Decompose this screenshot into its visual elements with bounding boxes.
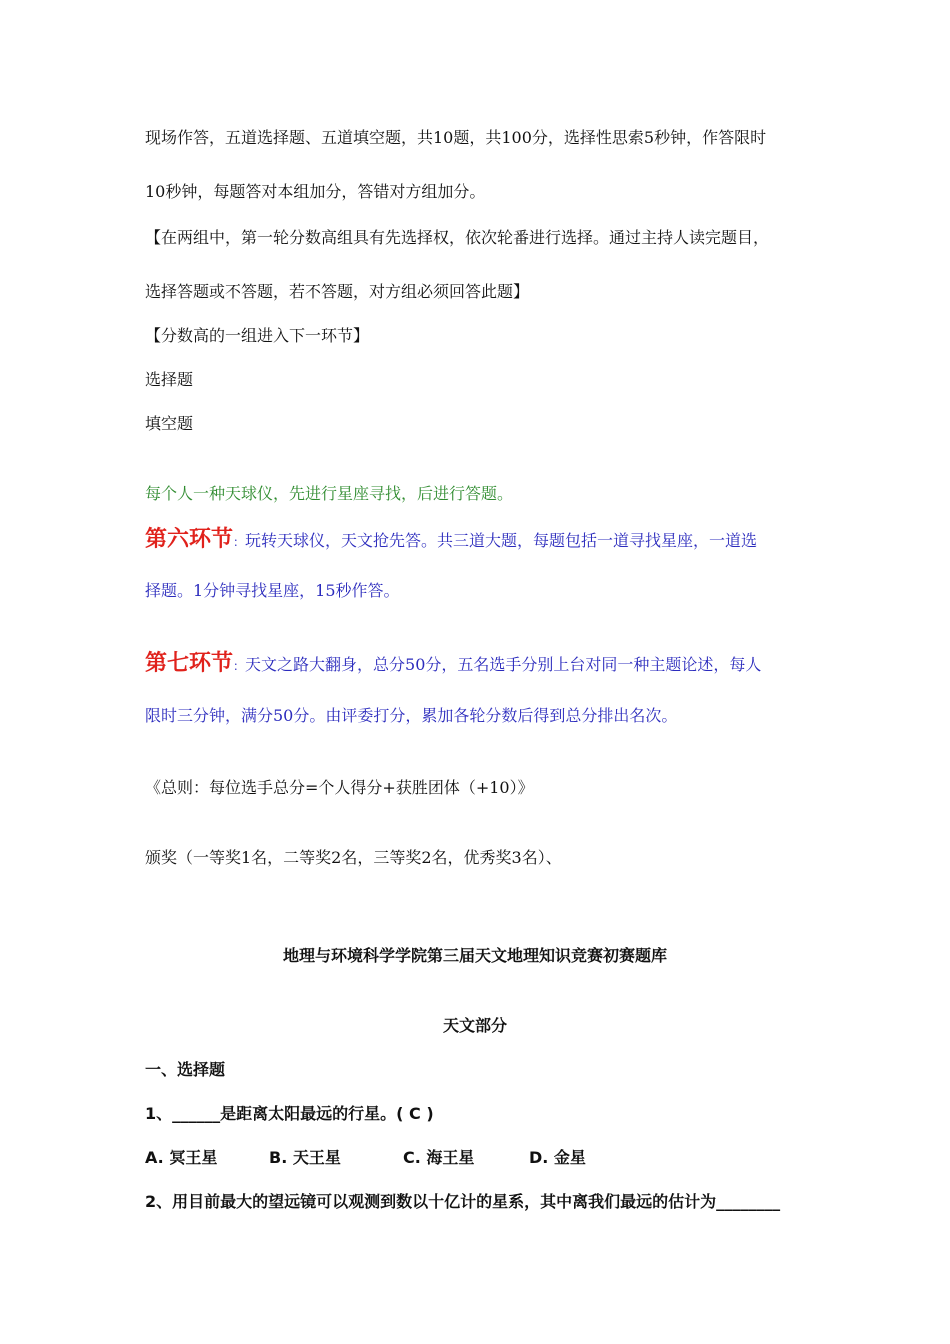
option-b: B. 天王星 [269, 1148, 341, 1167]
rules-line-7: 填空题 [145, 414, 194, 433]
section-6-line-1 [145, 528, 757, 554]
rules-line-3: 【在两组中，第一轮分数高组具有先选择权，依次轮番进行选择。通过主持人读完题目， [145, 228, 770, 247]
multiple-choice-heading: 一、选择题 [145, 1060, 226, 1079]
rules-line-4: 选择答题或不答题，若不答题，对方组必须回答此题】 [145, 282, 530, 301]
section-7-text-2: 限时三分钟，满分50分。由评委打分，累加各轮分数后得到总分排出名次。 [145, 706, 678, 725]
section-6-title: 第六环节 [145, 527, 234, 552]
section-6-colon: ： [233, 535, 246, 549]
rules-line-6: 选择题 [145, 370, 194, 389]
section-7-line-1 [145, 652, 761, 678]
green-note: 每个人一种天球仪，先进行星座寻找，后进行答题。 [145, 484, 514, 503]
option-d: D. 金星 [529, 1148, 586, 1167]
total-rule: 《总则：每位选手总分=个人得分+获胜团体（+10）》 [145, 778, 534, 797]
question-2-text: 2、用目前最大的望远镜可以观测到数以十亿计的星系，其中离我们最远的估计为________ [145, 1192, 781, 1211]
option-a: A. 冥王星 [145, 1148, 218, 1167]
option-c: C. 海王星 [403, 1148, 475, 1167]
question-1-text: 1、______是距离太阳最远的行星。( C ) [145, 1104, 434, 1123]
question-1-options [145, 1148, 586, 1168]
section-6-text-1: 玩转天球仪，天文抢先答。共三道大题，每题包括一道寻找星座，一道选 [245, 531, 758, 550]
rules-line-2: 10秒钟，每题答对本组加分，答错对方组加分。 [145, 182, 486, 201]
awards-line: 颁奖（一等奖1名，二等奖2名，三等奖2名，优秀奖3名）、 [145, 848, 562, 867]
question-bank-title: 地理与环境科学学院第三届天文地理知识竞赛初赛题库 [282, 946, 667, 965]
rules-line-5: 【分数高的一组进入下一环节】 [145, 326, 370, 345]
part-title: 天文部分 [442, 1016, 507, 1035]
rules-line-1: 现场作答，五道选择题、五道填空题，共10题，共100分，选择性思索5秒钟，作答限时 [145, 128, 767, 147]
section-7-text-1: 天文之路大翻身，总分50分，五名选手分别上台对同一种主题论述，每人 [245, 655, 762, 674]
section-6-text-2: 择题。1分钟寻找星座，15秒作答。 [145, 581, 400, 600]
section-7-title: 第七环节 [145, 651, 234, 676]
section-7-colon: ： [233, 659, 246, 673]
